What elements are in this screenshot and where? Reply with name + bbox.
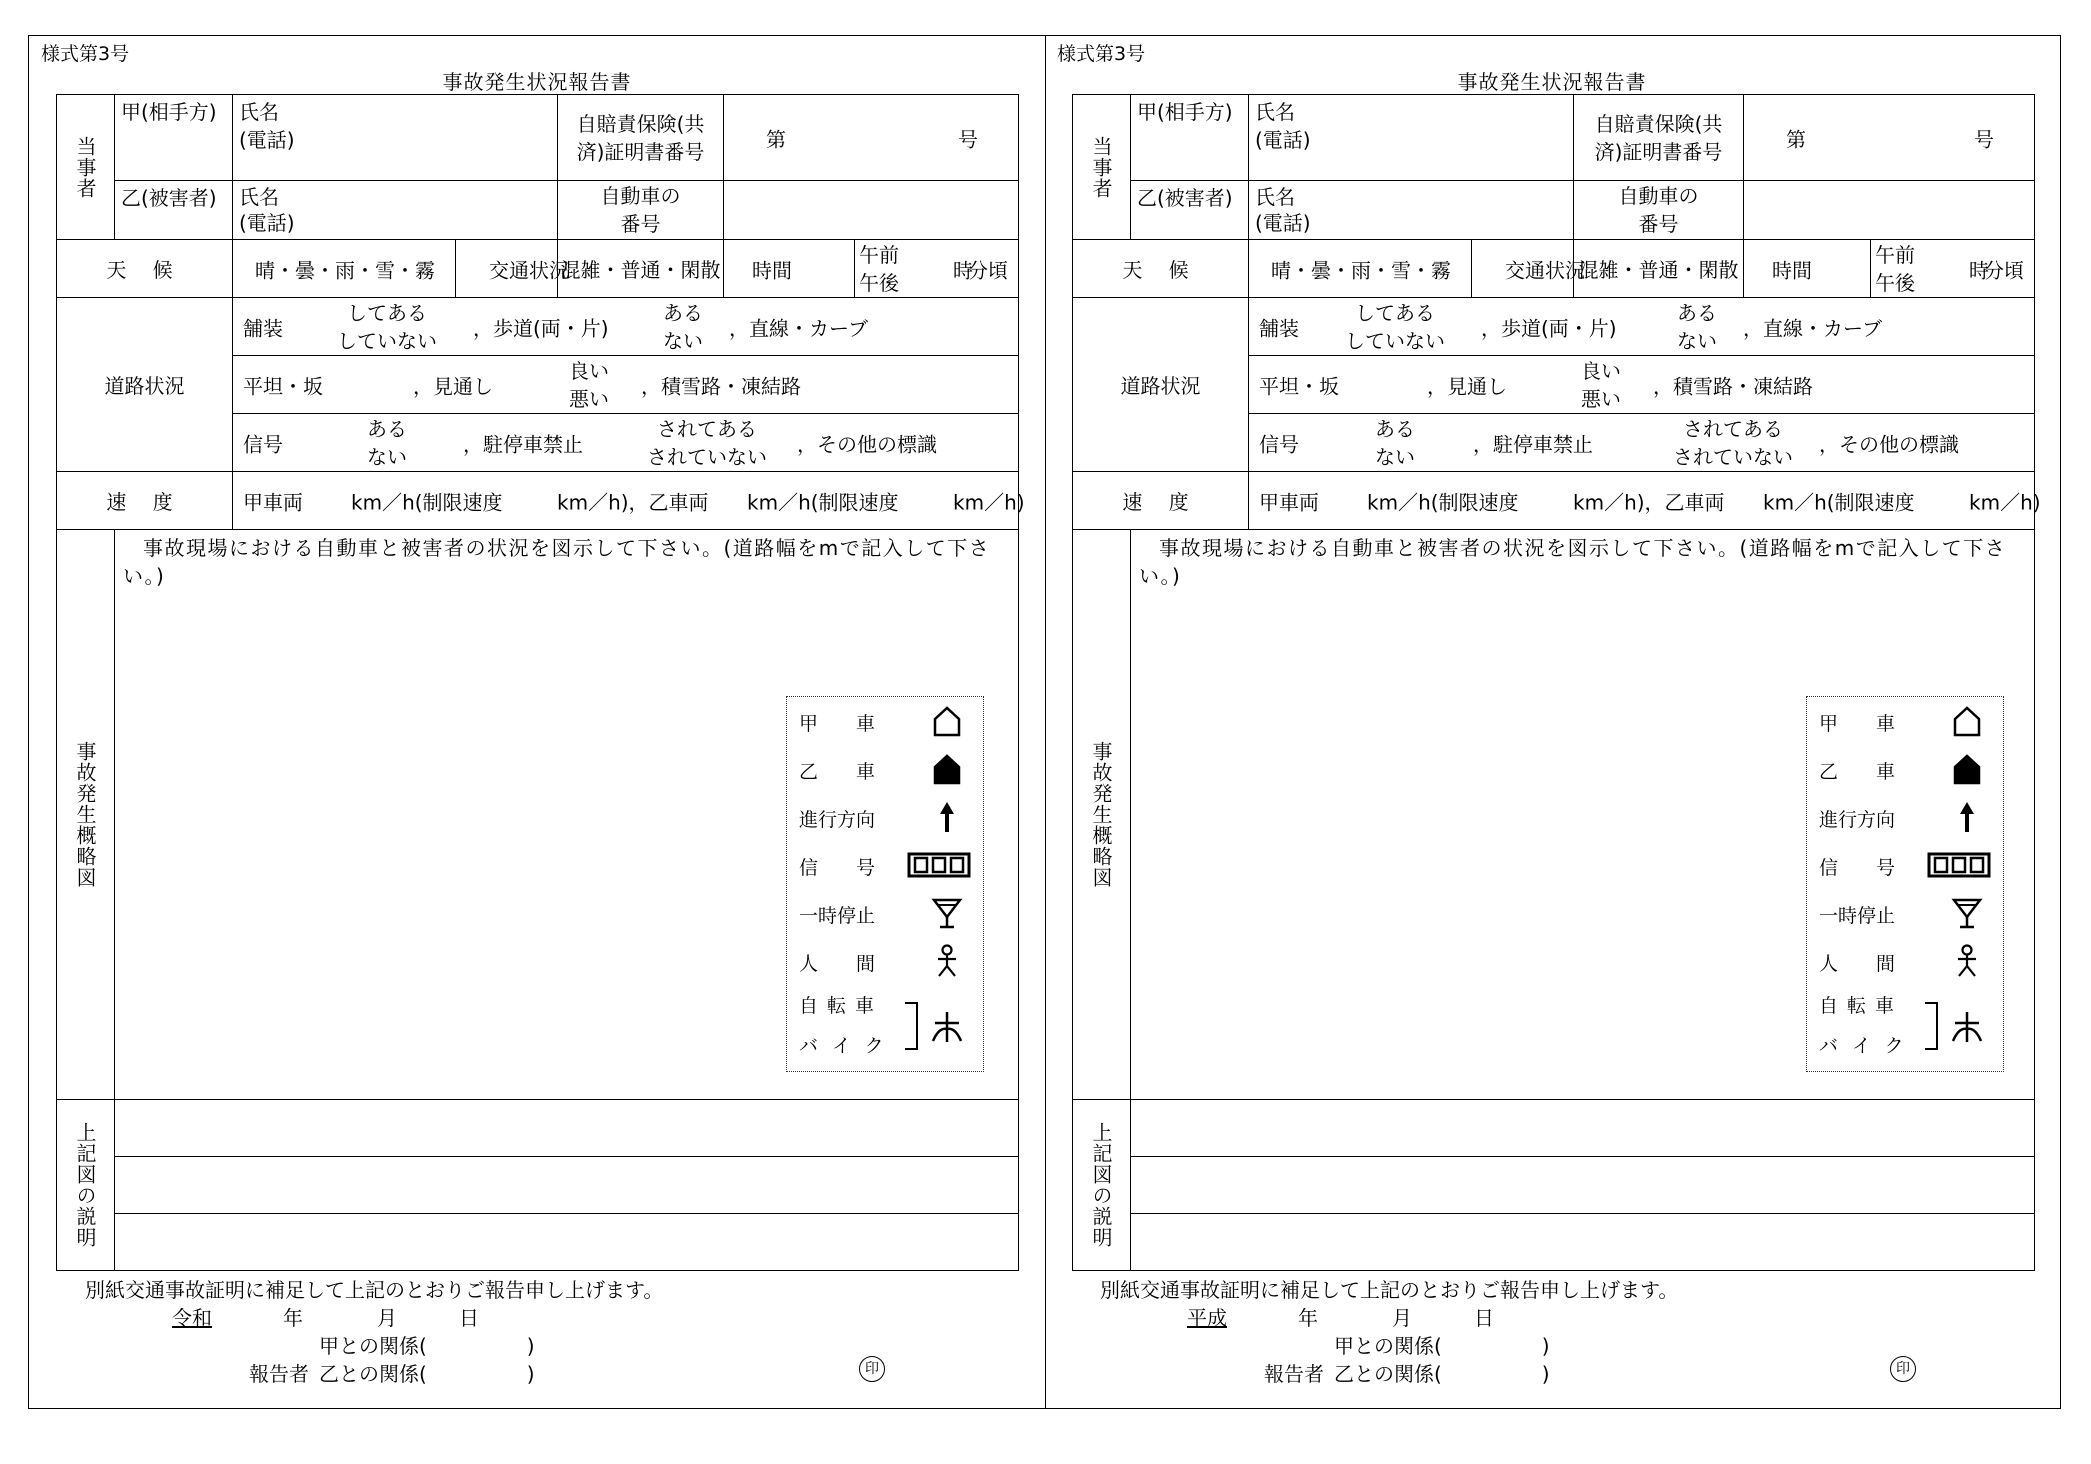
paving-yes: してある: [1355, 300, 1435, 325]
diagram-label-cell: [1073, 530, 1131, 1100]
seal-mark: 印: [1890, 1356, 1916, 1382]
explanation-line-3[interactable]: [115, 1214, 1019, 1271]
reporter-label: 報告者: [1264, 1362, 1324, 1386]
explanation-label: 上記図の説明: [1089, 1122, 1113, 1248]
time-label-cell: [724, 240, 855, 298]
form-number: 様式第3号: [41, 43, 130, 65]
party-b-name-cell[interactable]: [1249, 181, 1574, 240]
parties-label: 当事者: [73, 135, 97, 199]
visibility-bad: 悪い: [1581, 386, 1621, 411]
legend-stop: 一時停止: [799, 905, 876, 927]
party-b-name-cell[interactable]: [233, 181, 558, 240]
name-label: 氏名: [1255, 185, 1295, 209]
weather-label: 天 候: [57, 240, 233, 298]
bracket-icon: [903, 1001, 923, 1051]
name-label: 氏名: [1255, 100, 1295, 124]
report-form-right: [1044, 35, 2061, 1409]
phone-label: (電話): [1255, 211, 1311, 235]
weather-label: 天 候: [1073, 240, 1249, 298]
form-number: 様式第3号: [1057, 43, 1146, 65]
speed-row[interactable]: [1249, 472, 2041, 530]
paving-no: していない: [1345, 328, 1445, 353]
sidewalk-label[interactable]: ，歩道(両・片): [473, 316, 609, 340]
paving-label: 舗装: [243, 316, 283, 340]
car-number-label: 自動車の番号: [1574, 181, 1744, 240]
minute-label: 分頃: [968, 258, 1009, 282]
signal-no: ない: [1375, 444, 1415, 469]
diagram-label: 事故発生概略図: [73, 741, 97, 888]
exists-yes: ある: [663, 300, 703, 325]
party-a-label: 甲(相手方): [115, 95, 233, 181]
am-label: 午前: [859, 242, 899, 267]
legend-person: 人 間: [1819, 953, 1896, 975]
car-number-value[interactable]: [724, 181, 1019, 240]
traffic-label: 交通状況: [489, 258, 569, 282]
legend-signal: 信 号: [1819, 857, 1896, 879]
parking-done: されてある: [657, 416, 757, 441]
road-row-2: [233, 356, 1019, 414]
legend-bicycle: 自転車: [799, 995, 884, 1017]
signal-yes: ある: [367, 416, 407, 441]
bracket-icon: [1923, 1001, 1943, 1051]
legend-car-b: 乙 車: [799, 761, 876, 783]
legend-bike: バイク: [1819, 1035, 1918, 1057]
month-label: 月: [1392, 1306, 1412, 1330]
parking-done: されてある: [1683, 416, 1783, 441]
person-icon: [929, 943, 965, 979]
stop-sign-icon: [929, 895, 965, 931]
relation-b[interactable]: 乙との関係( ): [319, 1362, 535, 1386]
report-table: [56, 94, 1025, 1271]
signal-label: 信号: [243, 432, 283, 456]
straight-curve[interactable]: ，直線・カーブ: [1743, 316, 1882, 340]
form-title: 事故発生状況報告書: [442, 70, 632, 94]
legend-bicycle: 自転車: [1819, 995, 1904, 1017]
reporter-label: 報告者: [249, 1362, 309, 1386]
time-label: 時間: [752, 258, 792, 282]
legend-direction: 進行方向: [799, 809, 876, 831]
diagram-label-cell: [57, 530, 115, 1100]
visibility-label: ，見通し: [1427, 374, 1507, 398]
hour-label: 時: [953, 258, 973, 282]
legend-direction: 進行方向: [1819, 809, 1896, 831]
diagram-label: 事故発生概略図: [1089, 741, 1113, 888]
relation-a[interactable]: 甲との関係( ): [319, 1334, 535, 1358]
report-table: [1072, 94, 2041, 1271]
road-row-3: [1249, 414, 2035, 472]
weather-options[interactable]: 晴・曇・雨・雪・霧: [1271, 258, 1451, 282]
exists-yes: ある: [1677, 300, 1717, 325]
footer-statement: 別紙交通事故証明に補足して上記のとおりご報告申し上げます。: [1100, 1278, 1679, 1302]
legend-car-a: 甲 車: [799, 713, 876, 735]
sidewalk-label[interactable]: ，歩道(両・片): [1481, 316, 1617, 340]
year-label: 年: [1298, 1306, 1318, 1330]
legend-signal: 信 号: [799, 857, 876, 879]
cert-suffix: 号: [958, 127, 979, 151]
signal-label: 信号: [1259, 432, 1299, 456]
day-label: 日: [1474, 1306, 1494, 1330]
visibility-good: 良い: [569, 358, 609, 383]
hour-label: 時: [1969, 258, 1989, 282]
car-a-icon: [1949, 703, 1985, 739]
phone-label: (電話): [239, 128, 295, 152]
signal-yes: ある: [1375, 416, 1415, 441]
explanation-label-cell: [57, 1100, 115, 1271]
time-label: 時間: [1772, 258, 1812, 282]
party-b-label: 乙(被害者): [115, 181, 233, 240]
cert-suffix: 号: [1974, 127, 1995, 151]
road-row-2: [1249, 356, 2035, 414]
no-parking: ，駐停車禁止: [1473, 432, 1593, 456]
kmh-limit-a: km／h(制限速度: [1367, 490, 1519, 514]
weather-row-cell: [233, 240, 569, 298]
legend-bike: バイク: [799, 1035, 898, 1057]
kmh-limit-b: km／h(制限速度: [747, 490, 899, 514]
road-row-3: [233, 414, 1019, 472]
other-signs: ，その他の標識: [797, 432, 937, 456]
visibility-label: ，見通し: [413, 374, 493, 398]
month-label: 月: [377, 1306, 397, 1330]
exists-no: ない: [1677, 328, 1717, 353]
seal-mark: 印: [859, 1356, 885, 1382]
kmh-close-a: km／h)，乙車両: [1573, 490, 1725, 514]
explanation-line-2[interactable]: [1131, 1157, 2035, 1214]
flat-slope[interactable]: 平坦・坂: [1259, 374, 1339, 398]
diagram-area[interactable]: [115, 530, 1019, 1100]
car-number-value[interactable]: [1744, 181, 2035, 240]
diagram-instruction: 事故現場における自動車と被害者の状況を図示して下さい。(道路幅をmで記入して下さい。): [1139, 536, 2007, 588]
kmh-close-a: km／h)，乙車両: [557, 490, 709, 514]
paving-yes: してある: [347, 300, 427, 325]
traffic-label: 交通状況: [1505, 258, 1585, 282]
name-label: 氏名: [239, 100, 279, 124]
explanation-line-3[interactable]: [1131, 1214, 2035, 1271]
flat-slope[interactable]: 平坦・坂: [243, 374, 323, 398]
car-number-label: 自動車の番号: [558, 181, 724, 240]
traffic-signal-icon: [1927, 847, 1991, 883]
other-signs: ，その他の標識: [1819, 432, 1959, 456]
form-title: 事故発生状況報告書: [1457, 70, 1647, 94]
weather-row-cell: [1249, 240, 1585, 298]
time-value-cell[interactable]: [855, 240, 1019, 298]
explanation-label-cell: [1073, 1100, 1131, 1271]
explanation-line-1[interactable]: [1131, 1100, 2035, 1157]
party-b-label: 乙(被害者): [1131, 181, 1249, 240]
insurance-cert-label: 自賠責保険(共済)証明書番号: [558, 95, 724, 181]
car-b-icon: [929, 751, 965, 787]
time-value-cell[interactable]: [1871, 240, 2035, 298]
symbol-legend: [1806, 696, 2004, 1072]
arrow-up-icon: [1949, 799, 1985, 835]
traffic-signal-icon: [907, 847, 971, 883]
snow-ice[interactable]: ，積雪路・凍結路: [1653, 374, 1813, 398]
car-b-icon: [1949, 751, 1985, 787]
no-parking: ，駐停車禁止: [463, 432, 583, 456]
cert-prefix: 第: [766, 127, 786, 151]
kmh-limit-b: km／h(制限速度: [1763, 490, 1915, 514]
insurance-cert-label: 自賠責保険(共済)証明書番号: [1574, 95, 1744, 181]
parking-not-done: されていない: [647, 444, 767, 469]
speed-row[interactable]: [233, 472, 1025, 530]
weather-options[interactable]: 晴・曇・雨・雪・霧: [255, 258, 435, 282]
arrow-up-icon: [929, 799, 965, 835]
speed-label: 速 度: [1073, 472, 1249, 530]
signal-no: ない: [367, 444, 407, 469]
parties-label-cell: [1073, 95, 1131, 240]
legend-car-a: 甲 車: [1819, 713, 1896, 735]
parties-label-cell: [57, 95, 115, 240]
exists-no: ない: [663, 328, 703, 353]
era-name: 平成: [1187, 1306, 1227, 1330]
report-form-left: [28, 35, 1046, 1409]
car-a-icon: [929, 703, 965, 739]
speed-label: 速 度: [57, 472, 233, 530]
visibility-good: 良い: [1581, 358, 1621, 383]
am-label: 午前: [1875, 242, 1915, 267]
relation-a[interactable]: 甲との関係( ): [1334, 1334, 1550, 1358]
time-label-cell: [1744, 240, 1871, 298]
diagram-area[interactable]: [1131, 530, 2035, 1100]
snow-ice[interactable]: ，積雪路・凍結路: [641, 374, 801, 398]
party-a-label: 甲(相手方): [1131, 95, 1249, 181]
year-label: 年: [283, 1306, 303, 1330]
party-a-name-cell[interactable]: [1249, 95, 1574, 181]
visibility-bad: 悪い: [569, 386, 609, 411]
name-label: 氏名: [239, 185, 279, 209]
traffic-options[interactable]: 混雑・普通・閑散: [1574, 240, 1744, 298]
bicycle-icon: [929, 1009, 965, 1045]
relation-b[interactable]: 乙との関係( ): [1334, 1362, 1550, 1386]
insurance-cert-value-cell[interactable]: [1744, 95, 2035, 181]
era-name: 令和: [172, 1306, 212, 1330]
parties-label: 当事者: [1089, 135, 1113, 199]
road-row-1: [233, 298, 1019, 356]
kmh-limit-a: km／h(制限速度: [351, 490, 503, 514]
explanation-line-2[interactable]: [115, 1157, 1019, 1214]
paving-no: していない: [337, 328, 437, 353]
diagram-instruction: 事故現場における自動車と被害者の状況を図示して下さい。(道路幅をmで記入して下さい。): [123, 536, 991, 588]
phone-label: (電話): [239, 211, 295, 235]
parking-not-done: されていない: [1673, 444, 1793, 469]
stop-sign-icon: [1949, 895, 1985, 931]
straight-curve[interactable]: ，直線・カーブ: [729, 316, 868, 340]
road-row-1: [1249, 298, 2035, 356]
kmh-close-b: km／h): [953, 490, 1025, 514]
insurance-cert-value-cell[interactable]: [724, 95, 1019, 181]
person-icon: [1949, 943, 1985, 979]
minute-label: 分頃: [1984, 258, 2025, 282]
traffic-options[interactable]: 混雑・普通・閑散: [558, 240, 724, 298]
symbol-legend: [786, 696, 984, 1072]
legend-car-b: 乙 車: [1819, 761, 1896, 783]
phone-label: (電話): [1255, 128, 1311, 152]
day-label: 日: [459, 1306, 479, 1330]
road-label: 道路状況: [57, 298, 233, 472]
paving-label: 舗装: [1259, 316, 1299, 340]
explanation-line-1[interactable]: [115, 1100, 1019, 1157]
pm-label: 午後: [859, 270, 899, 295]
cert-prefix: 第: [1786, 127, 1806, 151]
legend-stop: 一時停止: [1819, 905, 1896, 927]
car-a-speed-label: 甲車両: [243, 490, 303, 514]
bicycle-icon: [1949, 1009, 1985, 1045]
car-a-speed-label: 甲車両: [1259, 490, 1319, 514]
legend-person: 人 間: [799, 953, 876, 975]
pm-label: 午後: [1875, 270, 1915, 295]
party-a-name-cell[interactable]: [233, 95, 558, 181]
kmh-close-b: km／h): [1969, 490, 2041, 514]
road-label: 道路状況: [1073, 298, 1249, 472]
explanation-label: 上記図の説明: [73, 1122, 97, 1248]
footer-statement: 別紙交通事故証明に補足して上記のとおりご報告申し上げます。: [85, 1278, 664, 1302]
